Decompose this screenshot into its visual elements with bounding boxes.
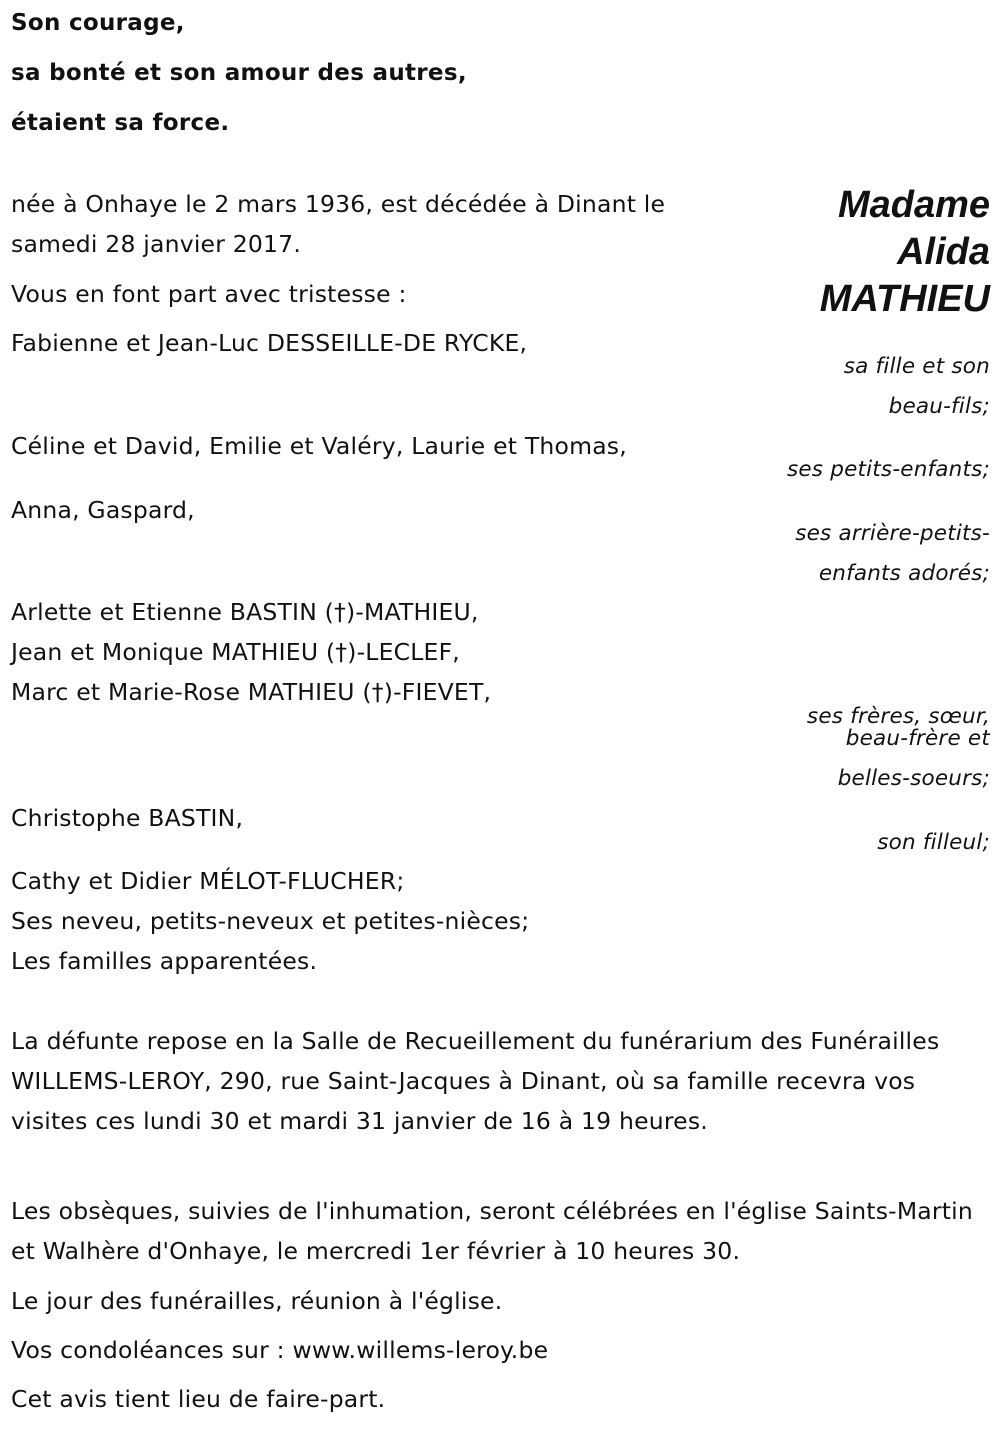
family-grandchildren: Céline et David, Emilie et Valéry, Laurie et Thomas, — [11, 432, 627, 460]
relation-great-grandchildren-2: enfants adorés; — [818, 561, 990, 586]
family-children: Fabienne et Jean-Luc DESSEILLE-DE RYCKE, — [11, 329, 528, 357]
family-other-1: Cathy et Didier MÉLOT-FLUCHER; — [11, 867, 405, 895]
quote-line-1: Son courage, — [11, 10, 185, 36]
relation-grandchildren: ses petits-enfants; — [786, 457, 990, 482]
quote-line-3: étaient sa force. — [11, 110, 230, 136]
details-obseques: Les obsèques, suivies de l'inhumation, seront célébrées en l'église Saints-Martin et Walhère d'Onhaye, le mercredi 1er février à 10 heures 30. — [11, 1197, 973, 1265]
family-sibling-3: Marc et Marie-Rose MATHIEU (†)-FIEVET, — [11, 678, 492, 706]
family-sibling-2: Jean et Monique MATHIEU (†)-LECLEF, — [11, 638, 460, 666]
relation-godson: son filleul; — [877, 830, 990, 855]
family-other-2: Ses neveu, petits-neveux et petites-nièces; — [11, 907, 530, 935]
relation-great-grandchildren-1: ses arrière-petits- — [795, 521, 990, 546]
relation-siblings-3: belles-soeurs; — [837, 766, 990, 791]
details-condoleances: Vos condoléances sur : www.willems-leroy.be — [11, 1336, 549, 1364]
details-repose: La défunte repose en la Salle de Recueillement du funérarium des Funérailles WILLEMS-LEROY, 290, rue Saint-Jacques à Dinant, où sa famille recevra vos visites ces lundi 30 et mardi 31 janvier de 16 à 19 heures. — [11, 1027, 940, 1135]
relation-siblings-1: ses frères, sœur, — [806, 704, 990, 729]
announcement: Vous en font part avec tristesse : — [11, 280, 407, 308]
deceased-title: Madame — [837, 184, 990, 226]
quote-line-2: sa bonté et son amour des autres, — [11, 60, 467, 86]
deceased-last-name: MATHIEU — [819, 278, 990, 320]
family-sibling-1: Arlette et Etienne BASTIN (†)-MATHIEU, — [11, 598, 479, 626]
deceased-first-name: Alida — [897, 231, 990, 273]
intro-line-1: née à Onhaye le 2 mars 1936, est décédée à Dinant le — [11, 190, 666, 218]
relation-children-2: beau-fils; — [888, 394, 990, 419]
relation-siblings-2: beau-frère et — [845, 726, 990, 751]
family-great-grandchildren: Anna, Gaspard, — [11, 496, 195, 524]
family-godson: Christophe BASTIN, — [11, 804, 244, 832]
details-reunion: Le jour des funérailles, réunion à l'église. — [11, 1287, 503, 1315]
intro-line-2: samedi 28 janvier 2017. — [11, 230, 302, 258]
family-other-3: Les familles apparentées. — [11, 947, 318, 975]
relation-children-1: sa fille et son — [843, 354, 990, 379]
details-faire-part: Cet avis tient lieu de faire-part. — [11, 1385, 386, 1413]
